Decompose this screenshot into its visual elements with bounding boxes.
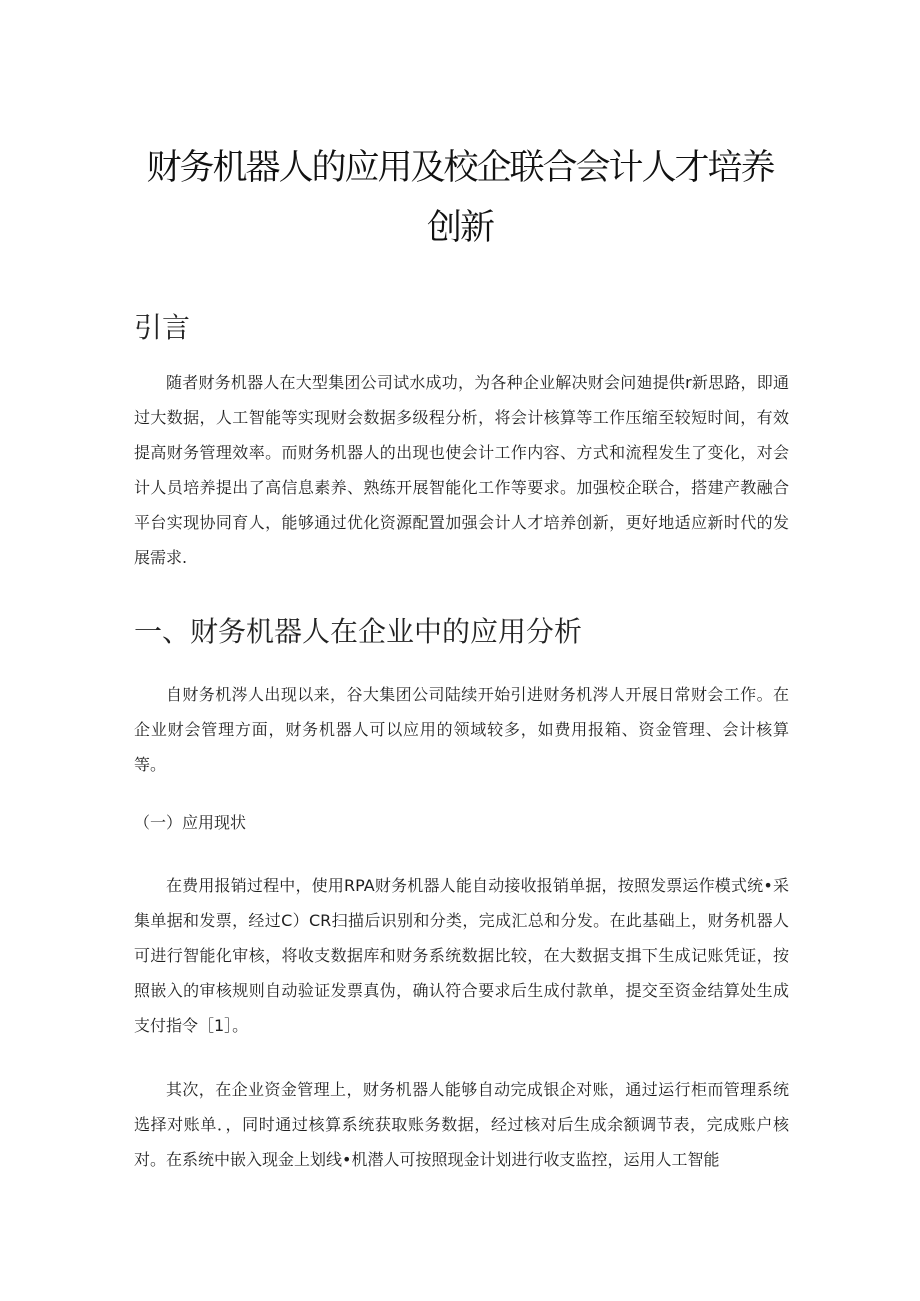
document-title-line-1: 财务机器人的应用及校企联合会计人才培养 [146,148,774,188]
subsection-heading: （一）应用现状 [134,813,247,832]
section-1-paragraph-2: 在费用报销过程中，使用RPA财务机器人能自动接收报销单据，按照发票运作模式统•采集单据和发票，经过C）CR扫描后识别和分类，完成汇总和分发。在此基础上，财务机器人可进行智能化审核，将收支数据库和财务系统数据比较，在大数据支揖下生成记账凭证，按照嵌入的审核规则自动验证发票真伪，确认符合要求后生成付款单，提交至资金结算处生成支付指令［1］。 [134,876,789,1035]
document-title-line-2: 创新 [426,208,493,248]
section-1-heading: 一、财务机器人在企业中的应用分析 [134,615,583,648]
section-1-paragraph: 自财务机涔人出现以来，谷大集团公司陆续开始引进财务机涔人开展日常财会工作。在企业财会管理方面，财务机器人可以应用的领域较多，如费用报箱、资金管理、会计核算等。 [134,685,789,774]
section-1-paragraph-3: 其次，在企业资金管理上，财务机器人能够自动完成银企对账，通过运行柜而管理系统选择对账单．，同时通过核算系统获取账务数据，经过核对后生成余额调节表，完成账户核对。在系统中嵌入现金上划线•机潜人可按照现金计划进行收支监控，运用人工智能 [134,1080,789,1169]
intro-paragraph: 随者财务机器人在大型集团公司试水成功，为各种企业解决财会问廸提供r新思路，即通过大数据，人工智能等实现财会数据多级程分析，将会计核算等工作压缩至较短时间，有效提高财务管理效率。而财务机器人的出现也使会计工作内容、方式和流程发生了变化，对会计人员培养提出了高信息素养、熟练开展智能化工作等要求。加强校企联合，搭建产教融合平台实现协同育人，能够通过优化资源配置加强会计人才培养创新，更好地适应新时代的发展需求. [134,373,789,567]
intro-heading: 引言 [134,311,191,344]
